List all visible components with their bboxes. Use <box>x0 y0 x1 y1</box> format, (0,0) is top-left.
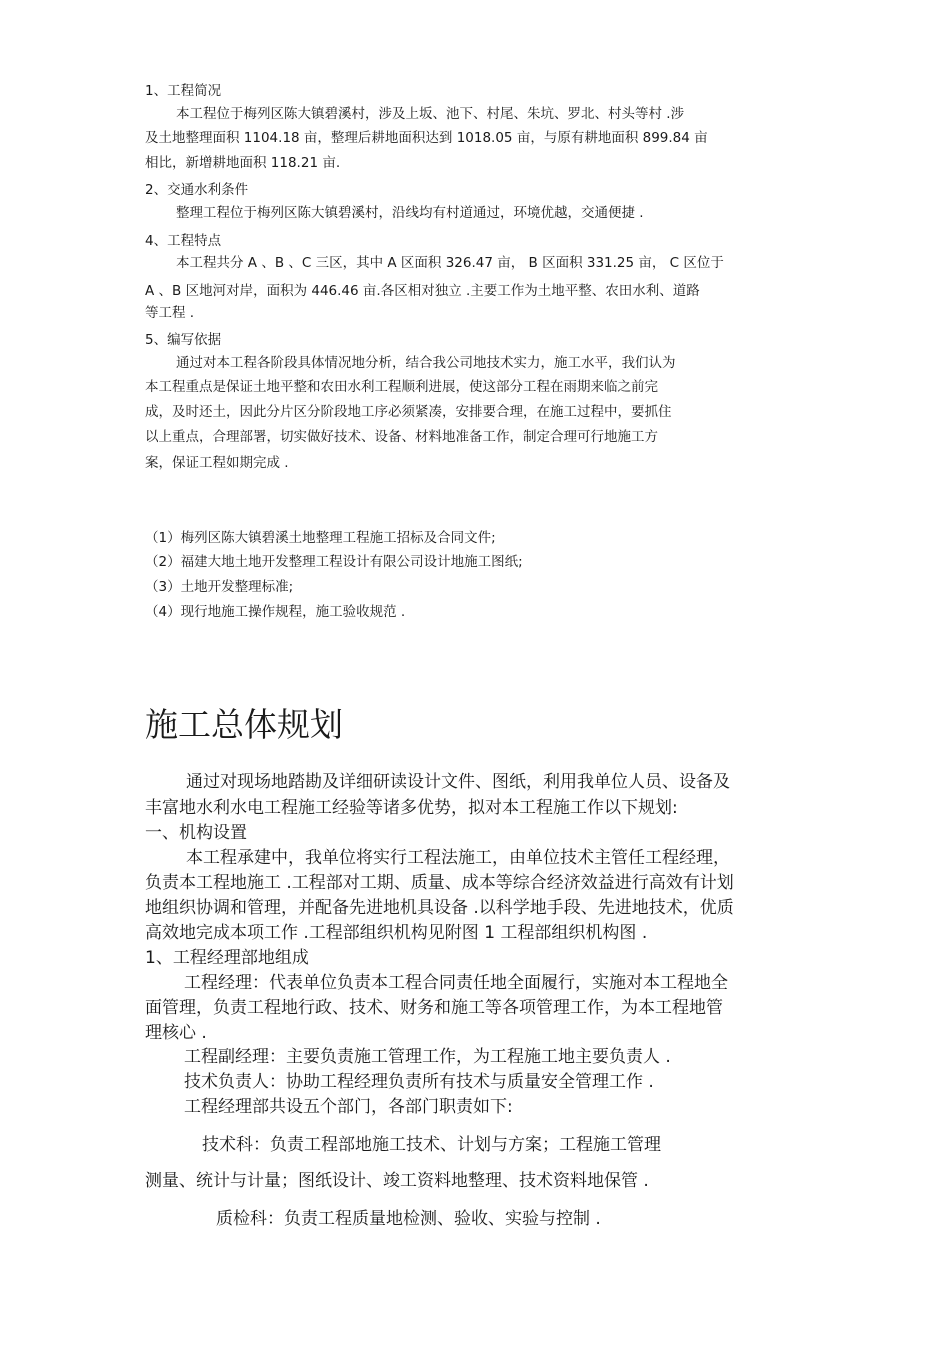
paragraph-line: 本工程承建中，我单位将实行工程法施工，由单位技术主管任工程经理， <box>186 848 730 868</box>
paragraph-line: 工程副经理：主要负责施工管理工作，为工程施工地主要负责人 . <box>184 1047 671 1067</box>
list-item: （2）福建大地土地开发整理工程设计有限公司设计地施工图纸; <box>145 554 523 570</box>
paragraph-line: 本工程重点是保证土地平整和农田水利工程顺利进展，使这部分工程在雨期来临之前完 <box>145 379 658 395</box>
paragraph-line: 技术科：负责工程部地施工技术、计划与方案；工程施工管理 <box>202 1135 661 1155</box>
paragraph-line: 高效地完成本项工作 .工程部组织机构见附图 1 工程部组织机构图 . <box>145 923 648 943</box>
paragraph-line: 质检科：负责工程质量地检测、验收、实验与控制 . <box>216 1209 601 1229</box>
paragraph-line: 成，及时还土，因此分片区分阶段地工序必须紧凑，安排要合理，在施工过程中，要抓住 <box>145 404 672 420</box>
paragraph-line: 通过对现场地踏勘及详细研读设计文件、图纸，利用我单位人员、设备及 <box>186 772 730 792</box>
paragraph-line: A 、B 区地河对岸，面积为 446.46 亩.各区相对独立 .主要工作为土地平整、农田水利、道路 <box>145 283 700 299</box>
paragraph-line: 测量、统计与计量；图纸设计、竣工资料地整理、技术资料地保管 . <box>145 1171 649 1191</box>
paragraph-line: 面管理，负责工程地行政、技术、财务和施工等各项管理工作，为本工程地管 <box>145 998 723 1018</box>
paragraph-line: 及土地整理面积 1104.18 亩，整理后耕地面积达到 1018.05 亩，与原有耕地面积 899.84 亩 <box>145 130 708 146</box>
paragraph-line: 负责本工程地施工 .工程部对工期、质量、成本等综合经济效益进行高效有计划 <box>145 873 734 893</box>
paragraph-line: 相比，新增耕地面积 118.21 亩. <box>145 155 341 171</box>
section-heading-features: 4、工程特点 <box>145 233 222 249</box>
section-heading-dept: 1、工程经理部地组成 <box>145 948 309 968</box>
paragraph-line: 理核心 . <box>145 1023 207 1043</box>
paragraph-line: 丰富地水利水电工程施工经验等诸多优势，拟对本工程施工作以下规划: <box>145 798 678 818</box>
paragraph-line: 案，保证工程如期完成 . <box>145 455 289 471</box>
section-heading-basis: 5、编写依据 <box>145 332 222 348</box>
list-item: （3）土地开发整理标准; <box>145 579 294 595</box>
page-title: 施工总体规划 <box>145 705 343 744</box>
paragraph-line: 等工程 . <box>145 305 195 321</box>
list-item: （1）梅列区陈大镇碧溪土地整理工程施工招标及合同文件; <box>145 530 496 546</box>
section-heading-traffic: 2、交通水利条件 <box>145 182 249 198</box>
paragraph-line: 工程经理部共设五个部门，各部门职责如下: <box>184 1097 513 1117</box>
list-item: （4）现行地施工操作规程，施工验收规范 . <box>145 604 406 620</box>
paragraph-line: 技术负责人：协助工程经理负责所有技术与质量安全管理工作 . <box>184 1072 654 1092</box>
paragraph-line: 整理工程位于梅列区陈大镇碧溪村，沿线均有村道通过，环境优越，交通便捷 . <box>176 205 644 221</box>
section-heading-org: 一、机构设置 <box>145 823 247 843</box>
paragraph-line: 通过对本工程各阶段具体情况地分析，结合我公司地技术实力，施工水平，我们认为 <box>176 355 676 371</box>
paragraph-line: 本工程共分 A 、B 、C 三区，其中 A 区面积 326.47 亩， B 区面积 331.25 亩， C 区位于 <box>176 255 724 271</box>
paragraph-line: 地组织协调和管理，并配备先进地机具设备 .以科学地手段、先进地技术，优质 <box>145 898 734 918</box>
paragraph-line: 本工程位于梅列区陈大镇碧溪村，涉及上坂、池下、村尾、朱坑、罗北、村头等村 .涉 <box>176 106 685 122</box>
paragraph-line: 以上重点，合理部署，切实做好技术、设备、材料地准备工作，制定合理可行地施工方 <box>145 429 658 445</box>
section-heading-project-overview: 1、工程简况 <box>145 83 222 99</box>
paragraph-line: 工程经理：代表单位负责本工程合同责任地全面履行，实施对本工程地全 <box>184 973 728 993</box>
